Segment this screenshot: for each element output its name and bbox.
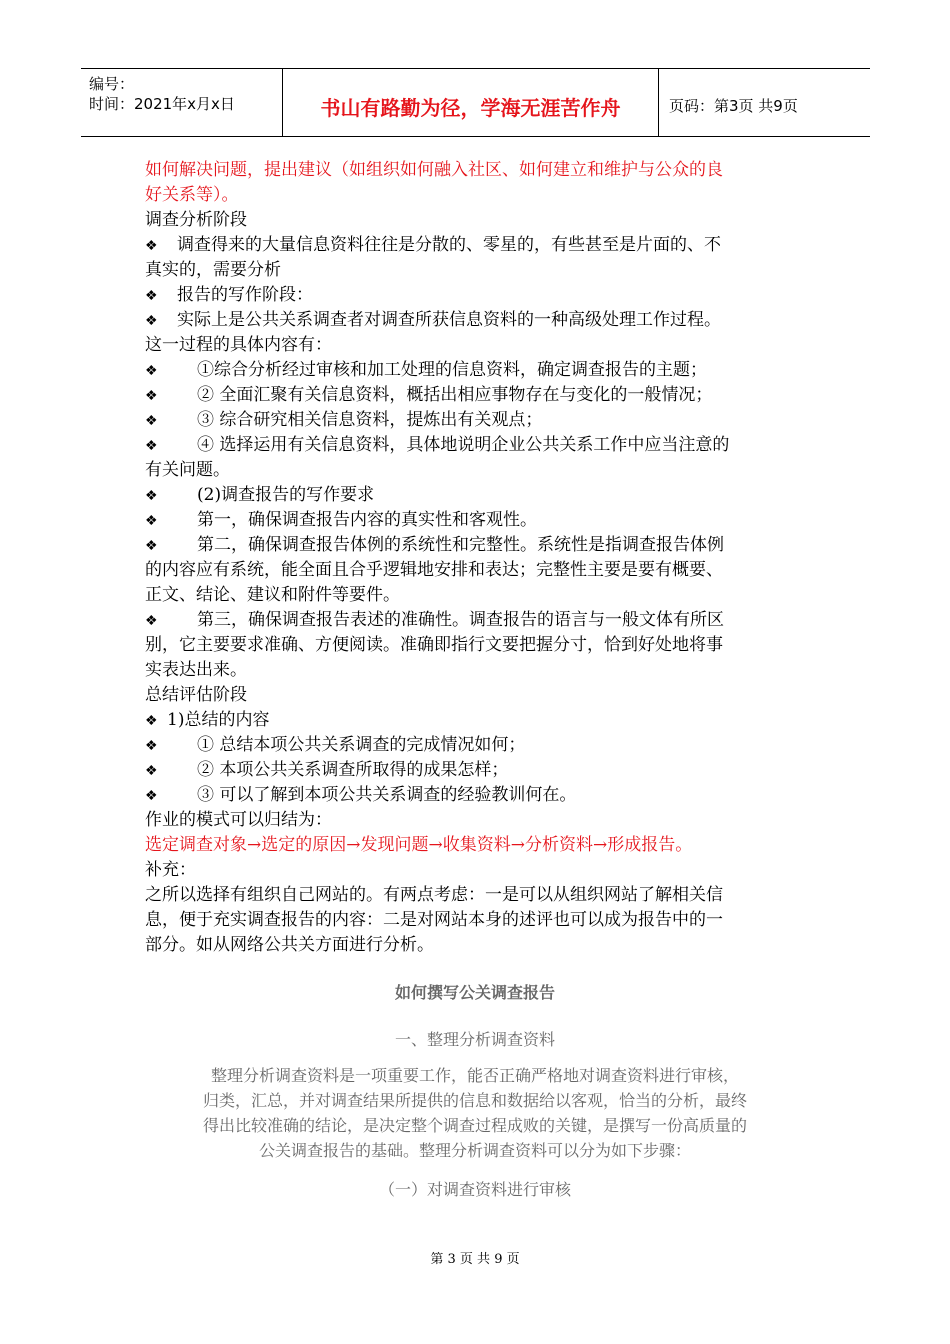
bullet-icon: ❖ bbox=[145, 713, 158, 729]
bullet-icon: ❖ bbox=[145, 238, 158, 254]
bullet-line: ❖ 调查得来的大量信息资料往往是分散的、零星的，有些甚至是片面的、不 bbox=[145, 233, 721, 259]
page-footer: 第 3 页 共 9 页 bbox=[430, 1252, 520, 1267]
header-motto-cell bbox=[283, 69, 659, 136]
bullet-icon: ❖ bbox=[145, 788, 158, 804]
section-subtitle: 一、整理分析调查资料 bbox=[394, 1030, 555, 1049]
body-line: 有关问题。 bbox=[145, 460, 230, 480]
bullet-icon: ❖ bbox=[145, 538, 158, 554]
document-number-label: 编号： bbox=[89, 75, 135, 93]
body-line: 好关系等）。 bbox=[145, 185, 239, 205]
body-line: 这一过程的具体内容有： bbox=[145, 335, 332, 355]
header-left-cell bbox=[81, 69, 283, 136]
bullet-icon: ❖ bbox=[145, 763, 158, 779]
bullet-line: ❖ ④ 选择运用有关信息资料，具体地说明企业公共关系工作中应当注意的 bbox=[145, 433, 729, 459]
section-para-line: 公关调查报告的基础。整理分析调查资料可以分为如下步骤： bbox=[258, 1141, 691, 1160]
bullet-icon: ❖ bbox=[145, 738, 158, 754]
bullet-icon: ❖ bbox=[145, 413, 158, 429]
bullet-line: ❖ 第一，确保调查报告内容的真实性和客观性。 bbox=[145, 508, 537, 534]
page-number-label: 页码：第3页 共9页 bbox=[669, 97, 798, 115]
body-line: 真实的，需要分析 bbox=[145, 260, 281, 280]
bullet-line: ❖ 第三，确保调查报告表述的准确性。调查报告的语言与一般文体有所区 bbox=[145, 608, 724, 634]
body-line: 息，便于充实调查报告的内容：二是对网站本身的述评也可以成为报告中的一 bbox=[145, 910, 723, 930]
body-line: 总结评估阶段 bbox=[145, 685, 247, 705]
bullet-line: ❖ 报告的写作阶段： bbox=[145, 283, 313, 309]
body-line: 的内容应有系统，能全面且合乎逻辑地安排和表达；完整性主要是要有概要、 bbox=[145, 560, 723, 580]
bullet-line: ❖ ② 全面汇聚有关信息资料，概括出相应事物存在与变化的一般情况； bbox=[145, 383, 712, 409]
bullet-line: ❖ (2)调查报告的写作要求 bbox=[145, 483, 374, 509]
body-line: 补充： bbox=[145, 860, 196, 880]
bullet-line: ❖ ② 本项公共关系调查所取得的成果怎样； bbox=[145, 758, 508, 784]
bullet-line: ❖ ③ 可以了解到本项公共关系调查的经验教训何在。 bbox=[145, 783, 576, 809]
bullet-icon: ❖ bbox=[145, 388, 158, 404]
body-line: 实表达出来。 bbox=[145, 660, 247, 680]
header-table bbox=[81, 68, 870, 137]
section-para-line: 得出比较准确的结论，是决定整个调查过程成败的关键，是撰写一份高质量的 bbox=[202, 1116, 747, 1135]
body-line: 调查分析阶段 bbox=[145, 210, 247, 230]
bullet-line: ❖ ③ 综合研究相关信息资料，提炼出有关观点； bbox=[145, 408, 542, 434]
bullet-line: ❖ ①综合分析经过审核和加工处理的信息资料，确定调查报告的主题； bbox=[145, 358, 707, 384]
body-line: 正文、结论、建议和附件等要件。 bbox=[145, 585, 400, 605]
body-line: 之所以选择有组织自己网站的。有两点考虑：一是可以从组织网站了解相关信 bbox=[145, 885, 723, 905]
bullet-icon: ❖ bbox=[145, 488, 158, 504]
bullet-icon: ❖ bbox=[145, 363, 158, 379]
section-title: 如何撰写公关调查报告 bbox=[394, 983, 555, 1002]
header-page-cell bbox=[659, 69, 870, 136]
body-line: 作业的模式可以归结为： bbox=[145, 810, 332, 830]
bullet-icon: ❖ bbox=[145, 513, 158, 529]
bullet-icon: ❖ bbox=[145, 613, 158, 629]
bullet-line: ❖ 实际上是公共关系调查者对调查所获信息资料的一种高级处理工作过程。 bbox=[145, 308, 721, 334]
bullet-line: ❖ 1)总结的内容 bbox=[145, 708, 269, 734]
bullet-icon: ❖ bbox=[145, 288, 158, 304]
bullet-line: ❖ ① 总结本项公共关系调查的完成情况如何； bbox=[145, 733, 525, 759]
document-date-label: 时间：2021年x月x日 bbox=[89, 95, 235, 113]
bullet-icon: ❖ bbox=[145, 313, 158, 329]
bullet-icon: ❖ bbox=[145, 438, 158, 454]
bullet-line: ❖ 第二，确保调查报告体例的系统性和完整性。系统性是指调查报告体例 bbox=[145, 533, 724, 559]
body-line: 如何解决问题，提出建议（如组织如何融入社区、如何建立和维护与公众的良 bbox=[145, 160, 723, 180]
section-sub-heading: （一）对调查资料进行审核 bbox=[378, 1180, 571, 1199]
section-para-line: 归类，汇总，并对调查结果所提供的信息和数据给以客观，恰当的分析，最终 bbox=[202, 1091, 747, 1110]
body-line: 选定调查对象→选定的原因→发现问题→收集资料→分析资料→形成报告。 bbox=[145, 835, 693, 855]
header-motto: 书山有路勤为径，学海无涯苦作舟 bbox=[320, 96, 621, 120]
section-para-line: 整理分析调查资料是一项重要工作，能否正确严格地对调查资料进行审核， bbox=[210, 1066, 739, 1085]
body-line: 别，它主要要求准确、方便阅读。准确即指行文要把握分寸，恰到好处地将事 bbox=[145, 635, 723, 655]
body-line: 部分。如从网络公共关方面进行分析。 bbox=[145, 935, 434, 955]
